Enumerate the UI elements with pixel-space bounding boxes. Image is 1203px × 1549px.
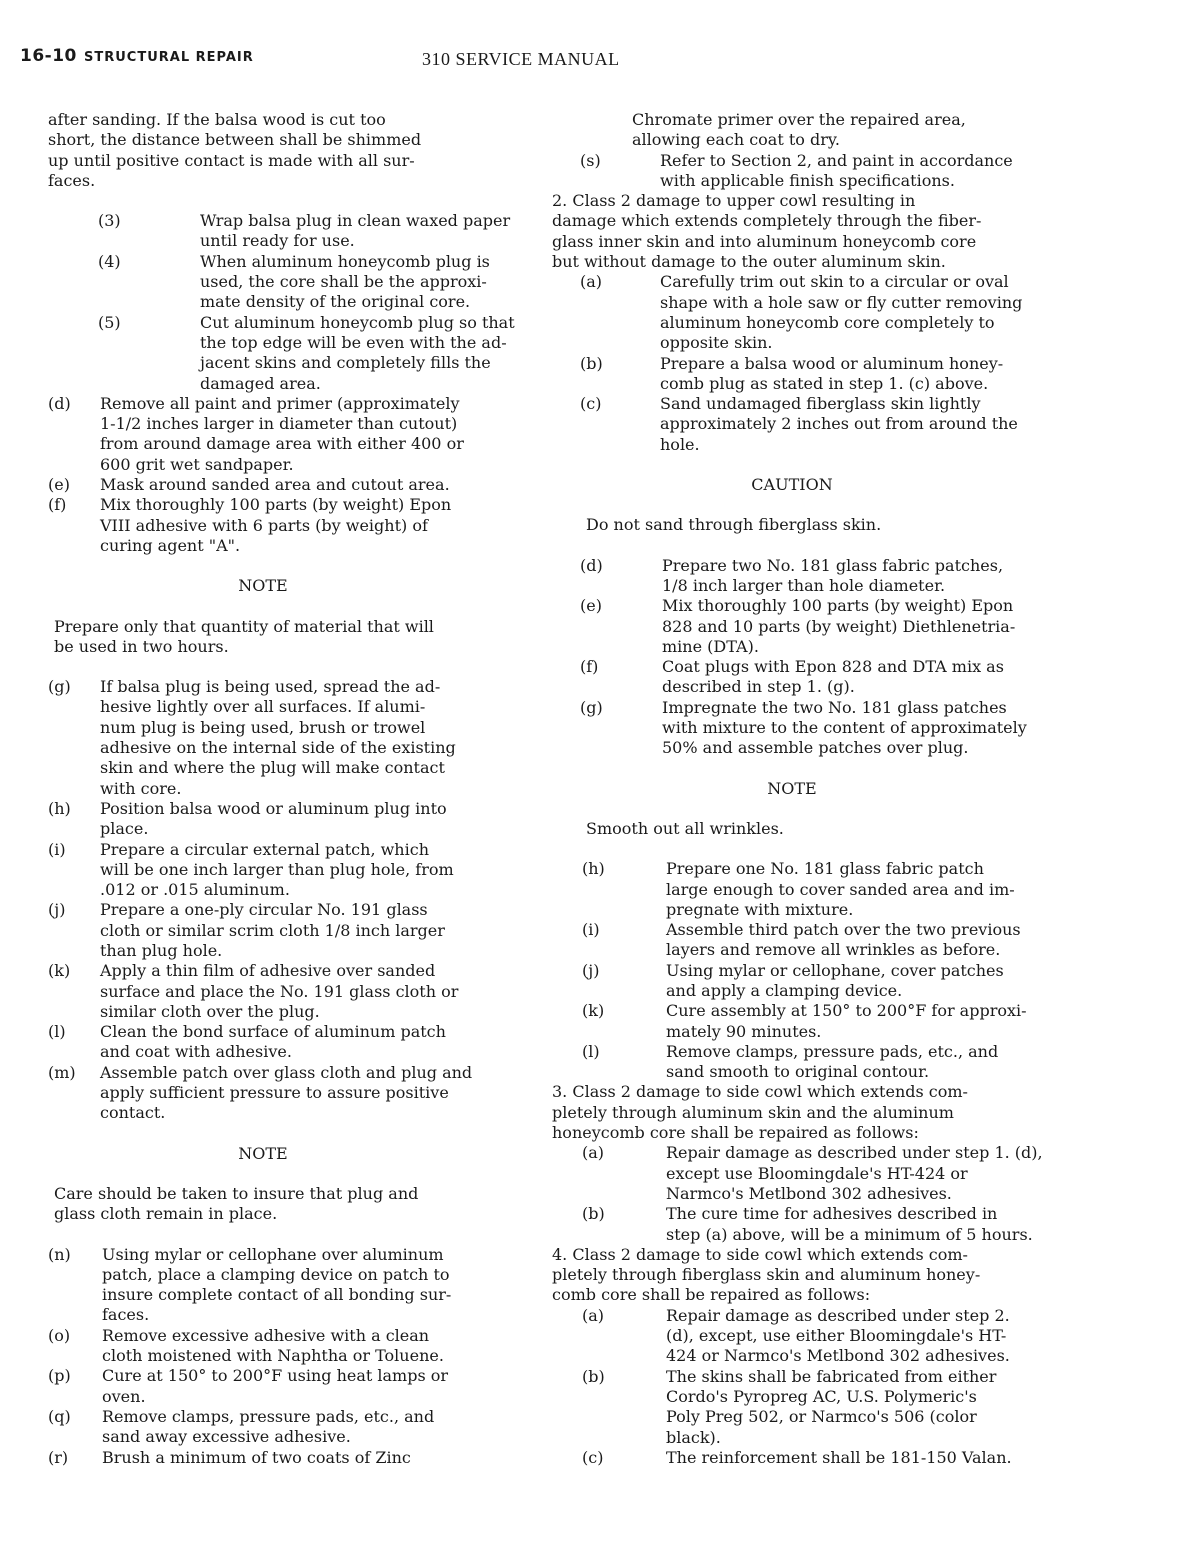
step-label: (e): [580, 596, 602, 616]
text-line: will be one inch larger than plug hole, from: [100, 859, 454, 879]
text-line: Position balsa wood or aluminum plug into: [100, 798, 447, 818]
text-line: Impregnate the two No. 181 glass patches: [662, 697, 1007, 717]
step-item: [552, 556, 1062, 597]
text-line: mate density of the original core.: [200, 292, 471, 312]
text-line: faces.: [48, 170, 96, 190]
text-line: Prepare a circular external patch, which: [100, 839, 429, 859]
text-line: Using mylar or cellophane over aluminum: [102, 1244, 444, 1264]
step-text: [100, 1063, 472, 1124]
text-line: honeycomb core shall be repaired as follows:: [552, 1123, 919, 1143]
step-label: (c): [582, 1447, 604, 1467]
step-item: [552, 1306, 1062, 1367]
section-title: STRUCTURAL REPAIR: [84, 50, 254, 65]
text-line: Chromate primer over the repaired area,: [632, 110, 966, 129]
lettered-steps-4: [552, 1306, 1062, 1468]
text-line: 600 grit wet sandpaper.: [100, 454, 294, 474]
text-line: than plug hole.: [100, 940, 223, 960]
step-item: [552, 961, 1062, 1002]
text-line: curing agent "A".: [100, 535, 241, 555]
text-line: Remove excessive adhesive with a clean: [102, 1325, 430, 1345]
note-heading: NOTE: [238, 1143, 288, 1163]
text-line: Carefully trim out skin to a circular or oval: [660, 272, 1009, 292]
step-item: [48, 475, 518, 495]
text-line: glass cloth remain in place.: [54, 1204, 278, 1224]
left-column: [48, 110, 518, 1468]
step-label: (g): [580, 697, 603, 717]
step-item: [552, 920, 1062, 961]
step-item: [48, 799, 518, 840]
text-line: but without damage to the outer aluminum skin.: [552, 252, 946, 272]
text-line: .012 or .015 aluminum.: [100, 880, 290, 900]
text-line: up until positive contact is made with all sur-: [48, 150, 415, 170]
step-text: [100, 495, 451, 556]
text-line: described in step 1. (g).: [662, 677, 855, 697]
text-line: cloth or similar scrim cloth 1/8 inch larger: [100, 920, 445, 940]
step-label: (f): [48, 495, 67, 515]
step-label: (m): [48, 1062, 76, 1082]
step-label: (e): [48, 475, 70, 495]
step-label: (j): [48, 900, 66, 920]
text-line: The skins shall be fabricated from either: [666, 1366, 997, 1386]
text-line: Prepare only that quantity of material that will: [54, 616, 434, 636]
text-line: Brush a minimum of two coats of Zinc: [102, 1447, 411, 1467]
step-item: [552, 657, 1062, 698]
text-line: comb plug as stated in step 1. (c) above.: [660, 373, 989, 393]
step-label: (q): [48, 1406, 71, 1426]
text-line: aluminum honeycomb core completely to: [660, 312, 995, 332]
text-line: 1-1/2 inches larger in diameter than cutout): [100, 414, 458, 434]
step-text: [100, 961, 458, 1022]
text-line: Narmco's Metlbond 302 adhesives.: [666, 1183, 952, 1203]
step-label: (b): [580, 353, 603, 373]
note-heading: NOTE: [238, 576, 288, 596]
step-label: (l): [582, 1041, 600, 1061]
text-line: If balsa plug is being used, spread the ad-: [100, 677, 441, 697]
step-item: [552, 596, 1062, 657]
text-line: Mix thoroughly 100 parts (by weight) Epon: [662, 596, 1014, 616]
step-item: [48, 1063, 518, 1124]
step-label: (h): [582, 859, 605, 879]
step-item: [552, 272, 1062, 353]
step-item: [552, 1042, 1062, 1083]
text-line: When aluminum honeycomb plug is: [200, 251, 490, 271]
text-line: mately 90 minutes.: [666, 1021, 822, 1041]
step-text: [200, 313, 515, 394]
step-text: [100, 900, 445, 961]
text-line: contact.: [100, 1103, 166, 1123]
text-line: and coat with adhesive.: [100, 1042, 292, 1062]
intro-paragraph: [48, 110, 518, 191]
text-line: and apply a clamping device.: [666, 980, 903, 1000]
step-item: [48, 961, 518, 1022]
text-line: Remove clamps, pressure pads, etc., and: [666, 1041, 999, 1061]
step-text: [102, 1366, 448, 1407]
step-text: [666, 1367, 996, 1448]
step-item: [552, 1204, 1062, 1245]
text-line: Assemble patch over glass cloth and plug and: [100, 1062, 473, 1082]
text-line: adhesive on the internal side of the existing: [100, 738, 456, 758]
text-line: used, the core shall be the approxi-: [200, 272, 487, 292]
text-line: Refer to Section 2, and paint in accordance: [660, 150, 1013, 170]
step-label: (d): [48, 393, 71, 413]
step-text: [666, 920, 1021, 961]
right-column: [552, 110, 1062, 1468]
step-item: [552, 1448, 1062, 1468]
step-item: [552, 698, 1062, 759]
text-line: The cure time for adhesives described in: [666, 1204, 998, 1224]
step-text: [102, 1326, 444, 1367]
step-item: [552, 1001, 1062, 1042]
text-line: damaged area.: [200, 373, 321, 393]
step-item: [48, 900, 518, 961]
text-line: Mask around sanded area and cutout area.: [100, 475, 450, 495]
text-line: 3. Class 2 damage to side cowl which extends com-: [552, 1082, 968, 1102]
step-label: (k): [582, 1001, 605, 1021]
step-label: (r): [48, 1447, 69, 1467]
text-line: Cure at 150° to 200°F using heat lamps or: [102, 1366, 449, 1386]
step-label: (d): [580, 555, 603, 575]
step-label: (b): [582, 1366, 605, 1386]
text-line: sand smooth to original contour.: [666, 1062, 930, 1082]
note-text: Smooth out all wrinkles.: [586, 818, 784, 838]
step-label: (i): [582, 920, 600, 940]
step-item: [552, 1367, 1062, 1448]
step-item: [552, 394, 1062, 455]
step-label: (a): [580, 272, 603, 292]
text-line: 828 and 10 parts (by weight) Diethlenetria-: [662, 616, 1016, 636]
step-item: [48, 677, 518, 799]
text-line: step (a) above, will be a minimum of 5 hours.: [666, 1224, 1033, 1244]
text-line: similar cloth over the plug.: [100, 1001, 320, 1021]
text-line: 4. Class 2 damage to side cowl which extends com-: [552, 1244, 968, 1264]
page-number: 16-10: [20, 46, 77, 66]
step-text: [102, 1448, 411, 1468]
step-label: (k): [48, 961, 71, 981]
step-text: [662, 657, 1004, 698]
text-line: sand away excessive adhesive.: [102, 1427, 351, 1447]
text-line: num plug is being used, brush or trowel: [100, 717, 426, 737]
text-line: short, the distance between shall be shimmed: [48, 130, 422, 150]
numbered-substeps: [48, 211, 518, 394]
step-item: [48, 1448, 518, 1468]
lettered-steps-h-l: [552, 859, 1062, 1082]
text-line: Cordo's Pyropreg AC, U.S. Polymeric's: [666, 1386, 977, 1406]
text-line: layers and remove all wrinkles as before.: [666, 940, 1001, 960]
step-text: [660, 272, 1022, 353]
text-line: The reinforcement shall be 181-150 Valan.: [666, 1447, 1012, 1467]
step-item: [48, 1245, 518, 1326]
continued-text: [632, 110, 1062, 151]
text-line: comb core shall be repaired as follows:: [552, 1285, 871, 1305]
text-line: black).: [666, 1427, 721, 1447]
text-line: Poly Preg 502, or Narmco's 506 (color: [666, 1407, 977, 1427]
step-label: (p): [48, 1366, 71, 1386]
text-line: Clean the bond surface of aluminum patch: [100, 1022, 446, 1042]
step-label: (a): [582, 1143, 605, 1163]
step-text: [666, 1042, 998, 1083]
text-line: from around damage area with either 400 or: [100, 434, 464, 454]
step-label: (i): [48, 839, 66, 859]
step-item: [552, 859, 1062, 920]
step-item: [48, 252, 518, 313]
step-label: (s): [580, 150, 601, 170]
text-line: 2. Class 2 damage to upper cowl resulting in: [552, 191, 916, 211]
text-line: Prepare a one-ply circular No. 191 glass: [100, 900, 428, 920]
caution-heading: CAUTION: [751, 475, 833, 495]
text-line: Using mylar or cellophane, cover patches: [666, 960, 1004, 980]
step-text: [100, 475, 450, 495]
text-line: Prepare one No. 181 glass fabric patch: [666, 859, 984, 879]
step-text: [200, 252, 490, 313]
step-label: (l): [48, 1022, 66, 1042]
step-item: [552, 1143, 1062, 1204]
text-line: oven.: [102, 1386, 146, 1406]
step-label: (c): [580, 394, 602, 414]
step-item: [552, 354, 1062, 395]
text-line: after sanding. If the balsa wood is cut too: [48, 110, 386, 129]
text-line: (d), except, use either Bloomingdale's HT-: [666, 1326, 1007, 1346]
text-line: insure complete contact of all bonding sur-: [102, 1285, 452, 1305]
text-line: apply sufficient pressure to assure positive: [100, 1083, 449, 1103]
text-line: 50% and assemble patches over plug.: [662, 738, 969, 758]
step-label: (3): [98, 211, 121, 231]
step-item: [48, 211, 518, 252]
text-line: skin and where the plug will make contact: [100, 758, 445, 778]
lettered-steps-d-f: [48, 394, 518, 556]
lettered-steps-n-r: [48, 1245, 518, 1468]
step-item: [48, 1022, 518, 1063]
step-item: [48, 1326, 518, 1367]
step-text: [100, 394, 464, 475]
step-item: [48, 1407, 518, 1448]
text-line: Repair damage as described under step 1. (d),: [666, 1143, 1043, 1163]
step-text: [660, 151, 1013, 192]
step-label: (o): [48, 1325, 71, 1345]
step-item: [48, 394, 518, 475]
text-line: Remove clamps, pressure pads, etc., and: [102, 1406, 435, 1426]
text-line: mine (DTA).: [662, 636, 759, 656]
text-line: large enough to cover sanded area and im-: [666, 879, 1015, 899]
text-line: with applicable finish specifications.: [660, 170, 955, 190]
step-text: [200, 211, 510, 252]
step-text: [100, 1022, 446, 1063]
text-line: Wrap balsa plug in clean waxed paper: [200, 211, 511, 231]
step-text: [662, 596, 1015, 657]
text-line: Coat plugs with Epon 828 and DTA mix as: [662, 657, 1004, 677]
text-line: with mixture to the content of approximately: [662, 718, 1027, 738]
step-text: [666, 1001, 1027, 1042]
text-line: faces.: [102, 1305, 150, 1325]
step-text: [660, 354, 1003, 395]
paragraph-3: [552, 1082, 1062, 1143]
step-label: (f): [580, 657, 599, 677]
step-text: [660, 394, 1018, 455]
note-text: [54, 1184, 518, 1225]
text-line: place.: [100, 819, 149, 839]
text-line: pletely through fiberglass skin and aluminum honey-: [552, 1265, 981, 1285]
step-item: [48, 313, 518, 394]
text-line: pregnate with mixture.: [666, 899, 854, 919]
lettered-steps-d-g: [552, 556, 1062, 759]
step-text: [102, 1407, 434, 1448]
step-text: [666, 1204, 1033, 1245]
step-text: [662, 698, 1027, 759]
step-label: (g): [48, 677, 71, 697]
text-line: Apply a thin film of adhesive over sanded: [100, 961, 436, 981]
step-label: (h): [48, 798, 71, 818]
step-label: (j): [582, 960, 600, 980]
text-line: until ready for use.: [200, 231, 355, 251]
step-text: [100, 840, 454, 901]
text-line: Prepare two No. 181 glass fabric patches,: [662, 555, 1004, 575]
paragraph-4: [552, 1245, 1062, 1306]
text-line: with core.: [100, 778, 182, 798]
caution-text: Do not sand through fiberglass skin.: [586, 515, 882, 535]
text-line: 424 or Narmco's Metlbond 302 adhesives.: [666, 1346, 1010, 1366]
step-text: [102, 1245, 451, 1326]
step-text: [100, 677, 456, 799]
text-line: Prepare a balsa wood or aluminum honey-: [660, 353, 1004, 373]
step-text: [662, 556, 1003, 597]
text-line: patch, place a clamping device on patch to: [102, 1264, 450, 1284]
text-line: Mix thoroughly 100 parts (by weight) Epon: [100, 495, 452, 515]
text-line: glass inner skin and into aluminum honeycomb core: [552, 231, 977, 251]
text-line: except use Bloomingdale's HT-424 or: [666, 1163, 968, 1183]
step-text: [666, 859, 1015, 920]
note-text: [54, 617, 518, 658]
step-item: [48, 495, 518, 556]
text-line: 1/8 inch larger than hole diameter.: [662, 575, 946, 595]
note-heading: NOTE: [767, 778, 817, 798]
step-label: (n): [48, 1244, 71, 1264]
text-line: Remove all paint and primer (approximately: [100, 393, 460, 413]
text-line: cloth moistened with Naphtha or Toluene.: [102, 1346, 444, 1366]
text-line: Cut aluminum honeycomb plug so that: [200, 312, 515, 332]
step-label: (5): [98, 312, 121, 332]
step-text: [100, 799, 447, 840]
text-line: allowing each coat to dry.: [632, 130, 840, 150]
text-line: be used in two hours.: [54, 636, 229, 656]
lettered-step-s: [552, 151, 1062, 192]
step-label: (a): [582, 1305, 605, 1325]
lettered-steps-a-c: [552, 272, 1062, 455]
step-text: [666, 1306, 1010, 1367]
step-text: [666, 961, 1004, 1002]
text-line: Repair damage as described under step 2.: [666, 1305, 1010, 1325]
step-label: (b): [582, 1204, 605, 1224]
text-line: pletely through aluminum skin and the aluminum: [552, 1102, 954, 1122]
text-line: hole.: [660, 434, 700, 454]
text-line: hesive lightly over all surfaces. If alumi-: [100, 697, 426, 717]
text-line: the top edge will be even with the ad-: [200, 332, 507, 352]
text-line: opposite skin.: [660, 333, 773, 353]
paragraph-2: [552, 191, 1062, 272]
lettered-steps-3: [552, 1143, 1062, 1244]
step-text: [666, 1143, 1043, 1204]
step-item: [552, 151, 1062, 192]
text-line: Sand undamaged fiberglass skin lightly: [660, 394, 981, 414]
step-text: [666, 1448, 1012, 1468]
step-label: (4): [98, 251, 121, 271]
text-line: damage which extends completely through the fiber-: [552, 211, 982, 231]
text-line: Assemble third patch over the two previous: [666, 920, 1021, 940]
text-line: approximately 2 inches out from around the: [660, 414, 1018, 434]
text-line: jacent skins and completely fills the: [200, 353, 491, 373]
text-line: Cure assembly at 150° to 200°F for approxi-: [666, 1001, 1027, 1021]
text-line: VIII adhesive with 6 parts (by weight) of: [100, 515, 428, 535]
step-item: [48, 840, 518, 901]
text-line: surface and place the No. 191 glass cloth or: [100, 981, 459, 1001]
step-item: [48, 1366, 518, 1407]
text-line: shape with a hole saw or fly cutter removing: [660, 292, 1023, 312]
text-line: Care should be taken to insure that plug and: [54, 1183, 419, 1203]
lettered-steps-g-m: [48, 677, 518, 1124]
manual-title: 310 SERVICE MANUAL: [422, 49, 620, 69]
